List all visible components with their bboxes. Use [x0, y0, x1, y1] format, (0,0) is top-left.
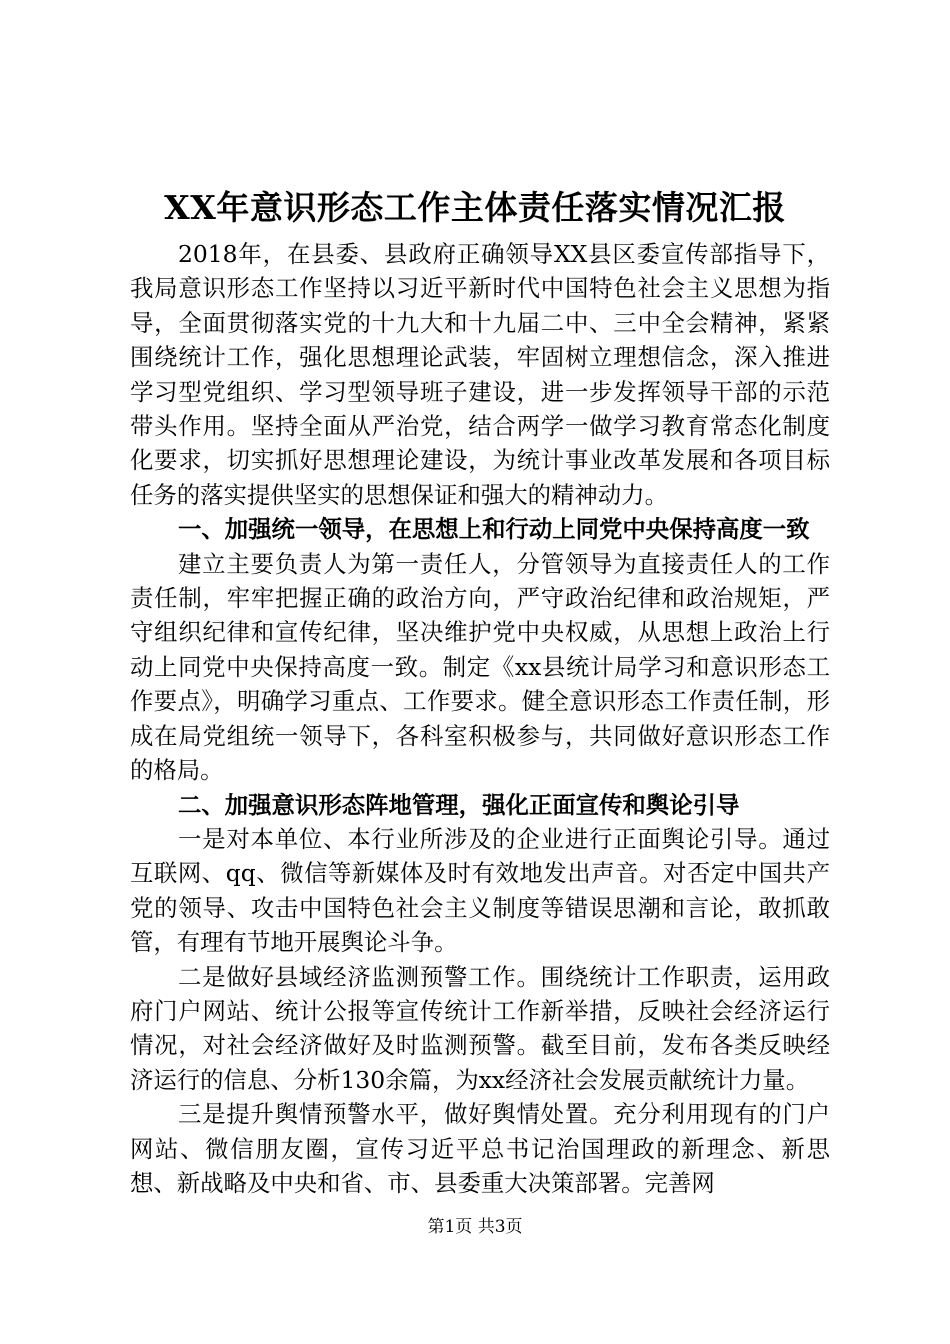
section-heading-1: 一、加强统一领导，在思想上和行动上同党中央保持高度一致: [178, 515, 810, 544]
paragraph-point-1: 一是对本单位、本行业所涉及的企业进行正面舆论引导。通过互联网、qq、微信等新媒体及时有效地发出声音。对否定中国共产党的领导、攻击中国特色社会主义制度等错误思潮和言论，敢抓敢管，有理有节地开展舆论斗争。: [130, 824, 830, 957]
paragraph-point-3: 三是提升舆情预警水平，做好舆情处置。充分利用现有的门户网站、微信朋友圈，宣传习近平总书记治国理政的新理念、新思想、新战略及中央和省、市、县委重大决策部署。完善网: [130, 1100, 830, 1197]
paragraph-point-2: 二是做好县域经济监测预警工作。围绕统计工作职责，运用政府门户网站、统计公报等宣传统计工作新举措，反映社会经济运行情况，对社会经济做好及时监测预警。截至目前，发布各类反映经济运行的信息、分析130余篇，为xx经济社会发展贡献统计力量。: [130, 962, 830, 1094]
paragraph-intro: 2018年，在县委、县政府正确领导XX县区委宣传部指导下，我局意识形态工作坚持以习近平新时代中国特色社会主义思想为指导，全面贯彻落实党的十九大和十九届二中、三中全会精神，紧紧围绕统计工作，强化思想理论武装，牢固树立理想信念，深入推进学习型党组织、学习型领导班子建设，进一步发挥领导干部的示范带头作用。坚持全面从严治党，结合两学一做学习教育常态化制度化要求，切实抓好思想理论建设，为统计事业改革发展和各项目标任务的落实提供坚实的思想保证和强大的精神动力。: [130, 240, 830, 509]
page-number-footer: 第1页 共3页: [427, 1217, 523, 1237]
section-heading-2: 二、加强意识形态阵地管理，强化正面宣传和舆论引导: [178, 790, 740, 819]
document-body: [130, 237, 830, 1200]
paragraph-section-1: 建立主要负责人为第一责任人，分管领导为直接责任人的工作责任制，牢牢把握正确的政治方向，严守政治纪律和政治规矩，严守组织纪律和宣传纪律，坚决维护党中央权威，从思想上政治上行动上同党中央保持高度一致。制定《xx县统计局学习和意识形态工作要点》，明确学习重点、工作要求。健全意识形态工作责任制，形成在局党组统一领导下，各科室积极参与，共同做好意识形态工作的格局。: [130, 549, 830, 785]
document-title: XX年意识形态工作主体责任落实情况汇报: [164, 188, 786, 227]
